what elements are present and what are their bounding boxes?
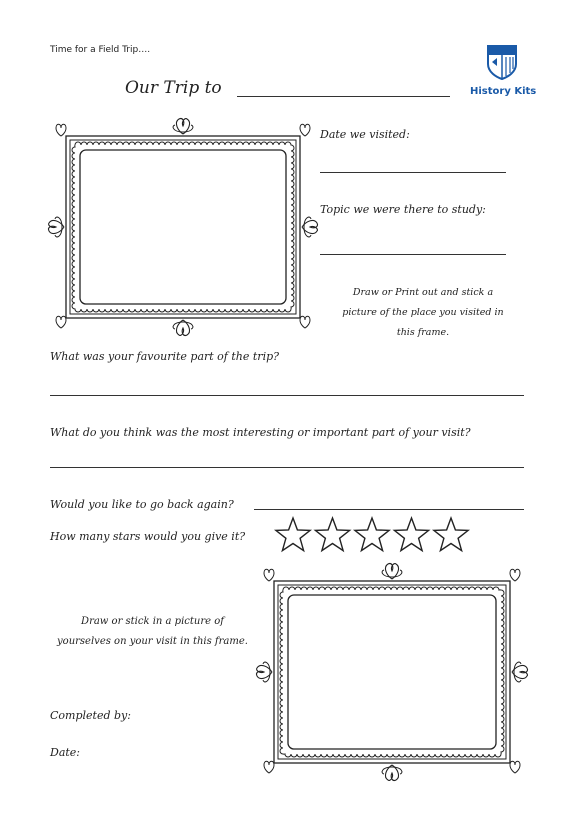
- star-icon-2[interactable]: [315, 518, 349, 551]
- frame1-caption-line1: Draw or Print out and stick a: [352, 287, 494, 298]
- shield-icon: [486, 44, 518, 80]
- photo-frame-yourselves[interactable]: [256, 563, 528, 781]
- interesting-part-line[interactable]: [50, 467, 524, 468]
- brand-name: History Kits: [470, 86, 537, 97]
- destination-line[interactable]: [237, 96, 450, 97]
- date-label: Date:: [50, 746, 81, 759]
- corner-ornament-bl: [264, 761, 274, 773]
- star-icon-5[interactable]: [434, 518, 468, 551]
- frame1-caption: [318, 283, 528, 343]
- right-flourish: [512, 662, 527, 682]
- right-flourish: [302, 217, 317, 237]
- topic-label: Topic we were there to study:: [320, 203, 486, 216]
- corner-ornament-br: [510, 761, 520, 773]
- top-flourish: [173, 119, 193, 134]
- favourite-part-line[interactable]: [50, 395, 524, 396]
- frame2-caption-line2: yourselves on your visit in this frame.: [57, 636, 248, 647]
- left-flourish: [257, 662, 272, 682]
- bottom-flourish: [173, 320, 193, 335]
- history-kits-logo: [486, 44, 518, 80]
- frame1-caption-line3: this frame.: [396, 327, 450, 338]
- corner-ornament-tl: [264, 569, 274, 581]
- date-visited-label: Date we visited:: [320, 128, 410, 141]
- star-rating[interactable]: [274, 515, 470, 555]
- corner-ornament-br: [300, 316, 310, 328]
- go-back-line[interactable]: [254, 509, 524, 510]
- corner-ornament-bl: [56, 316, 66, 328]
- top-flourish: [382, 564, 402, 579]
- photo-frame-place[interactable]: [48, 118, 318, 336]
- interesting-part-label: What do you think was the most interesting or important part of your visit?: [50, 426, 471, 439]
- left-flourish: [49, 217, 64, 237]
- corner-ornament-tl: [56, 124, 66, 136]
- corner-ornament-tr: [300, 124, 310, 136]
- star-icon-1[interactable]: [276, 518, 310, 551]
- corner-ornament-tr: [510, 569, 520, 581]
- bottom-flourish: [382, 765, 402, 780]
- date-visited-line[interactable]: [320, 172, 506, 173]
- go-back-label: Would you like to go back again?: [50, 498, 234, 511]
- intro-text: Time for a Field Trip….: [50, 45, 151, 55]
- stars-question-label: How many stars would you give it?: [50, 530, 246, 543]
- page-title: Our Trip to: [125, 78, 222, 98]
- star-icon-4[interactable]: [394, 518, 428, 551]
- completed-by-label: Completed by:: [50, 709, 131, 722]
- star-icon-3[interactable]: [355, 518, 389, 551]
- frame2-caption: [45, 612, 260, 652]
- frame2-caption-line1: Draw or stick in a picture of: [81, 616, 224, 627]
- topic-line[interactable]: [320, 254, 506, 255]
- favourite-part-label: What was your favourite part of the trip?: [50, 350, 280, 363]
- frame1-caption-line2: picture of the place you visited in: [342, 307, 504, 318]
